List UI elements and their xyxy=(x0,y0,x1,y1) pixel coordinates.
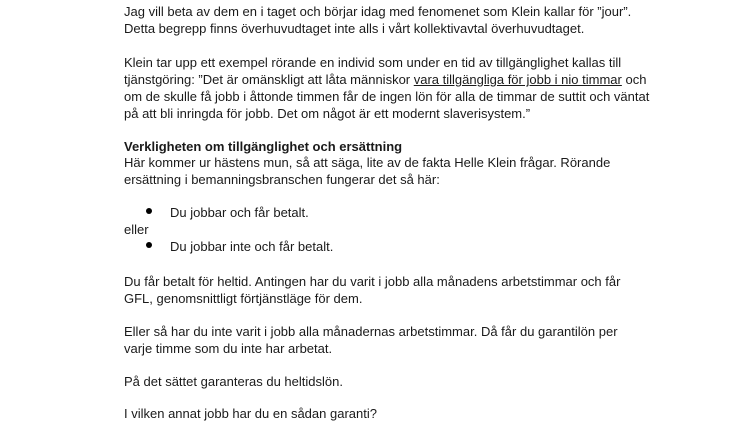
paragraph-2-line-2-start: tjänstgöring: ”Det är omänskligt att låta människor xyxy=(124,72,414,87)
paragraph-5-line-1: Eller så har du inte varit i jobb alla månadernas arbetstimmar. Då får du garantilön per xyxy=(124,324,618,339)
bullet-item-1: Du jobbar och får betalt. xyxy=(170,205,309,220)
paragraph-1-line-2: Detta begrepp finns överhuvudtaget inte alls i vårt kollektivavtal överhuvudtaget. xyxy=(124,21,585,36)
paragraph-4-line-2: GFL, genomsnittligt förtjänstläge för dem. xyxy=(124,291,363,306)
paragraph-2-line-2 xyxy=(124,71,646,88)
bullet-dot-icon xyxy=(146,242,152,248)
paragraph-6: På det sättet garanteras du heltidslön. xyxy=(124,374,343,389)
paragraph-1-line-1: Jag vill beta av dem en i taget och börjar idag med fenomenet som Klein kallar för ”jour”. xyxy=(124,4,632,19)
underlined-quote: vara tillgängliga för jobb i nio timmar xyxy=(413,72,622,87)
paragraph-7: I vilken annat jobb har du en sådan garanti? xyxy=(124,406,377,421)
section-heading: Verkligheten om tillgänglighet och ersättning xyxy=(124,139,403,154)
paragraph-2-line-1: Klein tar upp ett exempel rörande en individ som under en tid av tillgänglighet kallas till xyxy=(124,55,622,70)
paragraph-2-line-2-end: och xyxy=(621,72,647,87)
bullet-connector: eller xyxy=(124,222,149,237)
bullet-item-2: Du jobbar inte och får betalt. xyxy=(170,239,334,254)
paragraph-2-line-3: om de skulle få jobb i åttonde timmen får de ingen lön för alla de timmar de suttit och väntat xyxy=(124,89,650,104)
paragraph-2-line-4: på att bli inringda för jobb. Det om något är ett modernt slaverisystem.” xyxy=(124,106,531,121)
paragraph-5-line-2: varje timme som du inte har arbetat. xyxy=(124,341,333,356)
bullet-dot-icon xyxy=(146,208,152,214)
paragraph-4-line-1: Du får betalt för heltid. Antingen har du varit i jobb alla månadens arbetstimmar och får xyxy=(124,274,621,289)
paragraph-3-line-2: ersättning i bemanningsbranschen fungerar det så här: xyxy=(124,172,440,187)
paragraph-3-line-1: Här kommer ur hästens mun, så att säga, lite av de fakta Helle Klein frågar. Rörande xyxy=(124,155,611,170)
